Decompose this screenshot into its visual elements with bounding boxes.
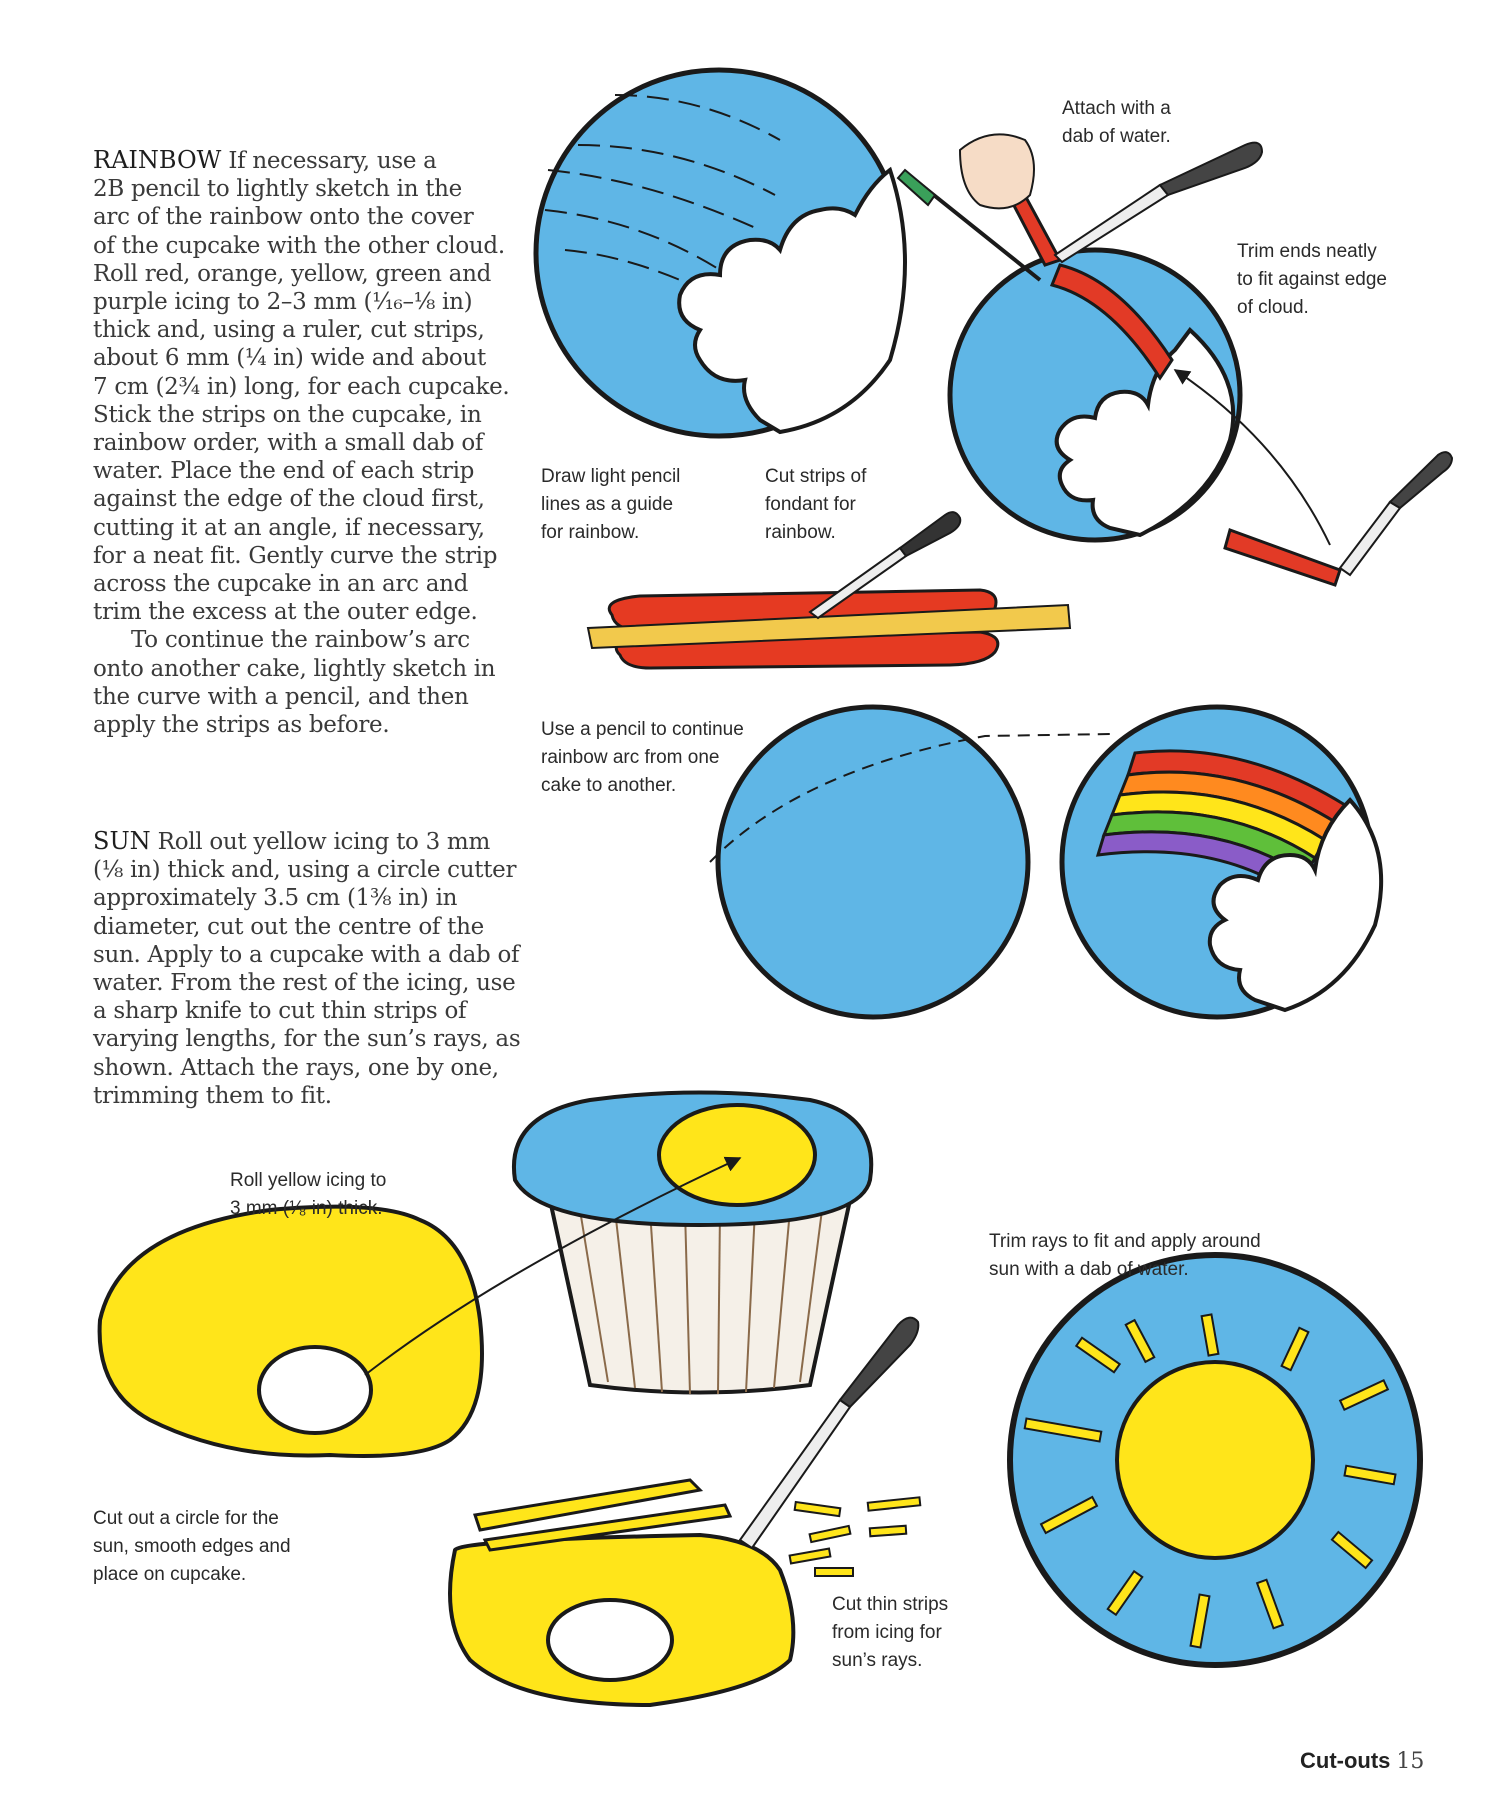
caption-trim-ends — [1237, 238, 1387, 322]
sun-line-1: (¹⁄₈ in) thick and, using a circle cutter — [93, 857, 517, 884]
rainbow-line-16: trim the excess at the outer edge. — [93, 599, 478, 626]
caption-roll-yellow — [230, 1167, 386, 1223]
sun-line-7: varying lengths, for the sun’s rays, as — [93, 1026, 521, 1053]
caption-trim-rays — [989, 1228, 1261, 1284]
cupcake-finished-rainbow — [1062, 707, 1381, 1017]
caption-continue-arc-line: rainbow arc from one — [541, 747, 720, 768]
caption-cut-thin-line: sun’s rays. — [832, 1650, 923, 1671]
cupcake-finished-sun — [1010, 1255, 1420, 1665]
caption-cut-strips — [765, 463, 866, 547]
sun-line-9: trimming them to fit. — [93, 1082, 332, 1109]
rainbow-line-9: Stick the strips on the cupcake, in — [93, 401, 482, 428]
caption-roll-yellow-line: 3 mm (¹⁄₈ in) thick. — [230, 1198, 383, 1219]
rainbow-line-7: about 6 mm (¹⁄₄ in) wide and about — [93, 345, 486, 372]
page-number: 15 — [1396, 1749, 1425, 1774]
sun-line-6: a sharp knife to cut thin strips of — [93, 998, 467, 1025]
caption-cut-thin-line: Cut thin strips — [832, 1594, 949, 1615]
caption-draw-pencil — [541, 463, 680, 547]
rainbow-line-10: rainbow order, with a small dab of — [93, 430, 484, 457]
caption-trim-ends-line: of cloud. — [1237, 297, 1309, 318]
rainbow-para2-line-1: onto another cake, lightly sketch in — [93, 655, 496, 682]
sun-line-3: diameter, cut out the centre of the — [93, 913, 484, 940]
sun-line-8: shown. Attach the rays, one by one, — [93, 1054, 499, 1081]
rainbow-para2-line-3: apply the strips as before. — [93, 712, 390, 739]
rainbow-line-3: of the cupcake with the other cloud. — [93, 232, 505, 259]
caption-trim-ends-line: Trim ends neatly — [1237, 241, 1377, 262]
sun-line-0: Roll out yellow icing to 3 mm — [150, 829, 490, 855]
caption-draw-pencil-line: for rainbow. — [541, 522, 640, 543]
caption-cut-strips-line: fondant for — [765, 494, 856, 515]
sun-line-2: approximately 3.5 cm (1³⁄₈ in) in — [93, 885, 458, 912]
caption-trim-rays-line: sun with a dab of water. — [989, 1259, 1189, 1280]
caption-continue-arc-line: Use a pencil to continue — [541, 719, 744, 740]
caption-attach — [1062, 95, 1171, 151]
rainbow-line-8: 7 cm (2³⁄₄ in) long, for each cupcake. — [93, 373, 510, 400]
caption-cut-thin — [832, 1591, 948, 1675]
caption-continue-arc-line: cake to another. — [541, 775, 677, 796]
caption-trim-ends-line: to fit against edge — [1237, 269, 1387, 290]
caption-cut-circle-line: sun, smooth edges and — [93, 1536, 291, 1557]
rainbow-line-2: arc of the rainbow onto the cover — [93, 204, 474, 231]
cupcake-attach-strip — [898, 134, 1452, 585]
caption-roll-yellow-line: Roll yellow icing to — [230, 1170, 387, 1191]
footer-title: Cut-outs — [1300, 1748, 1391, 1773]
caption-cut-circle — [93, 1505, 291, 1589]
rainbow-line-15: across the cupcake in an arc and — [93, 571, 469, 598]
caption-continue-arc — [541, 716, 744, 800]
rainbow-line-4: Roll red, orange, yellow, green and — [93, 260, 492, 287]
caption-cut-strips-line: rainbow. — [765, 522, 836, 543]
caption-trim-rays-line: Trim rays to fit and apply around — [989, 1231, 1261, 1252]
rainbow-line-13: cutting it at an angle, if necessary, — [93, 514, 485, 541]
caption-cut-thin-line: from icing for — [832, 1622, 942, 1643]
rainbow-line-5: purple icing to 2–3 mm (¹⁄₁₆–¹⁄₈ in) — [93, 289, 473, 316]
cupcake-pencil-guide — [536, 70, 905, 436]
rainbow-instructions — [93, 146, 509, 739]
caption-draw-pencil-line: lines as a guide — [541, 494, 674, 515]
rainbow-para2-line-2: the curve with a pencil, and then — [93, 683, 469, 710]
caption-cut-strips-line: Cut strips of — [765, 466, 867, 487]
rainbow-para2-line-0: To continue the rainbow’s arc — [131, 627, 470, 654]
caption-cut-circle-line: Cut out a circle for the — [93, 1508, 279, 1529]
caption-attach-line: Attach with a — [1062, 98, 1171, 119]
caption-attach-line: dab of water. — [1062, 126, 1171, 147]
sun-line-4: sun. Apply to a cupcake with a dab of — [93, 941, 520, 968]
sun-line-5: water. From the rest of the icing, use — [93, 970, 516, 997]
sun-instructions — [93, 827, 520, 1110]
rainbow-heading: RAINBOW — [93, 146, 222, 174]
rainbow-line-6: thick and, using a ruler, cut strips, — [93, 317, 485, 344]
caption-draw-pencil-line: Draw light pencil — [541, 466, 681, 487]
rainbow-line-11: water. Place the end of each strip — [93, 458, 475, 485]
cupcake-continue-arc — [710, 707, 1110, 1017]
caption-cut-circle-line: place on cupcake. — [93, 1564, 247, 1585]
sun-heading: SUN — [93, 827, 151, 855]
rainbow-line-12: against the edge of the cloud first, — [93, 486, 485, 513]
rainbow-line-14: for a neat fit. Gently curve the strip — [93, 542, 498, 569]
rainbow-line-0: If necessary, use a — [221, 148, 437, 174]
page-footer — [1300, 1748, 1424, 1774]
rainbow-line-1: 2B pencil to lightly sketch in the — [93, 176, 462, 203]
